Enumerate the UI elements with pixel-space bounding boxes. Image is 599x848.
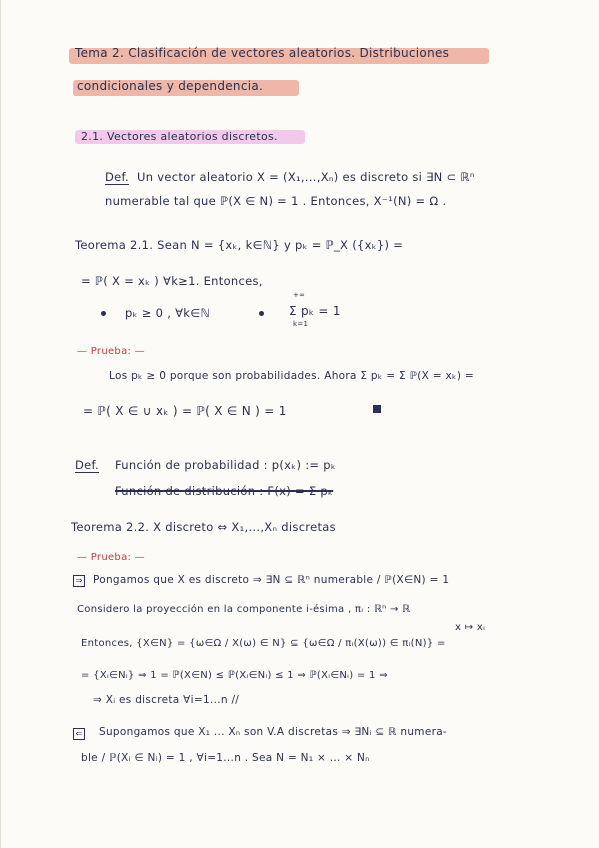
def1-line-2: numerable tal que ℙ(X ∈ N) = 1 . Entonces, X⁻¹(N) = Ω . <box>105 194 447 208</box>
proof2-line-3: Entonces, {X∈N} = {ω∈Ω / X(ω) ∈ N} ⊆ {ω∈Ω / πᵢ(X(ω)) ∈ πᵢ(N)} = <box>81 638 446 649</box>
section-heading: 2.1. Vectores aleatorios discretos. <box>81 130 278 143</box>
qed-square <box>373 405 381 413</box>
title-line-1: Tema 2. Clasificación de vectores aleatorios. Distribuciones <box>75 46 450 60</box>
def1-label: Def. <box>105 170 129 184</box>
proof1-line-1: Los pₖ ≥ 0 porque son probabilidades. Ahora Σ pₖ = Σ ℙ(X = xₖ) = <box>109 370 474 382</box>
def1-line-1: Un vector aleatorio X = (X₁,...,Xₙ) es discreto si ∃N ⊂ ℝⁿ <box>137 170 475 184</box>
theorem1-bullet-2: Σ pₖ = 1 <box>289 304 341 318</box>
proof1-label: — Prueba: — <box>77 346 145 357</box>
bullet-2 <box>259 311 264 316</box>
proof2-line-2b: x ↦ xᵢ <box>455 622 486 633</box>
theorem1-bullet-1: pₖ ≥ 0 , ∀k∈ℕ <box>125 306 211 320</box>
proof2-line-7: ble / ℙ(Xᵢ ∈ Nᵢ) = 1 , ∀i=1...n . Sea N = N₁ × ... × Nₙ <box>81 752 370 764</box>
sum-top-limit: +∞ <box>293 291 306 299</box>
proof2-line-5: ⇒ Xᵢ es discreta ∀i=1...n // <box>93 694 240 706</box>
proof2-line-6: Supongamos que X₁ ... Xₙ son V.A discretas ⇒ ∃Nᵢ ⊆ ℝ numera- <box>99 726 448 738</box>
theorem2-line: Teorema 2.2. X discreto ⇔ X₁,...,Xₙ discretas <box>71 520 336 534</box>
proof2-label: — Prueba: — <box>77 552 145 563</box>
proof2-line-1: Pongamos que X es discreto ⇒ ∃N ⊆ ℝⁿ numerable / ℙ(X∈N) = 1 <box>93 574 450 586</box>
theorem1-line-1: Teorema 2.1. Sean N = {xₖ, k∈ℕ} y pₖ = ℙ_X ({xₖ}) = <box>75 238 404 252</box>
def2-line-1: Función de probabilidad : p(xₖ) := pₖ <box>115 458 337 472</box>
implies-box: ⇒ <box>73 575 85 587</box>
sum-bottom-limit: k=1 <box>293 320 309 328</box>
implied-by-box: ⇐ <box>73 728 85 740</box>
proof1-line-2: = ℙ( X ∈ ∪ xₖ ) = ℙ( X ∈ N ) = 1 <box>83 404 287 418</box>
theorem1-line-2: = ℙ( X = xₖ ) ∀k≥1. Entonces, <box>81 274 263 288</box>
proof2-line-4: = {Xᵢ∈Nᵢ} ⇒ 1 = ℙ(X∈N) ≤ ℙ(Xᵢ∈Nᵢ) ≤ 1 ⇒ ℙ(Xᵢ∈Nᵢ) = 1 ⇒ <box>81 670 388 681</box>
def2-label: Def. <box>75 458 99 472</box>
proof2-line-2: Considero la proyección en la componente i-ésima , πᵢ : ℝⁿ → ℝ <box>77 604 411 615</box>
title-line-2: condicionales y dependencia. <box>77 79 264 93</box>
def2-struck-line: Función de distribución : F(x) = Σ pₖ <box>115 484 334 498</box>
bullet-1 <box>101 311 106 316</box>
